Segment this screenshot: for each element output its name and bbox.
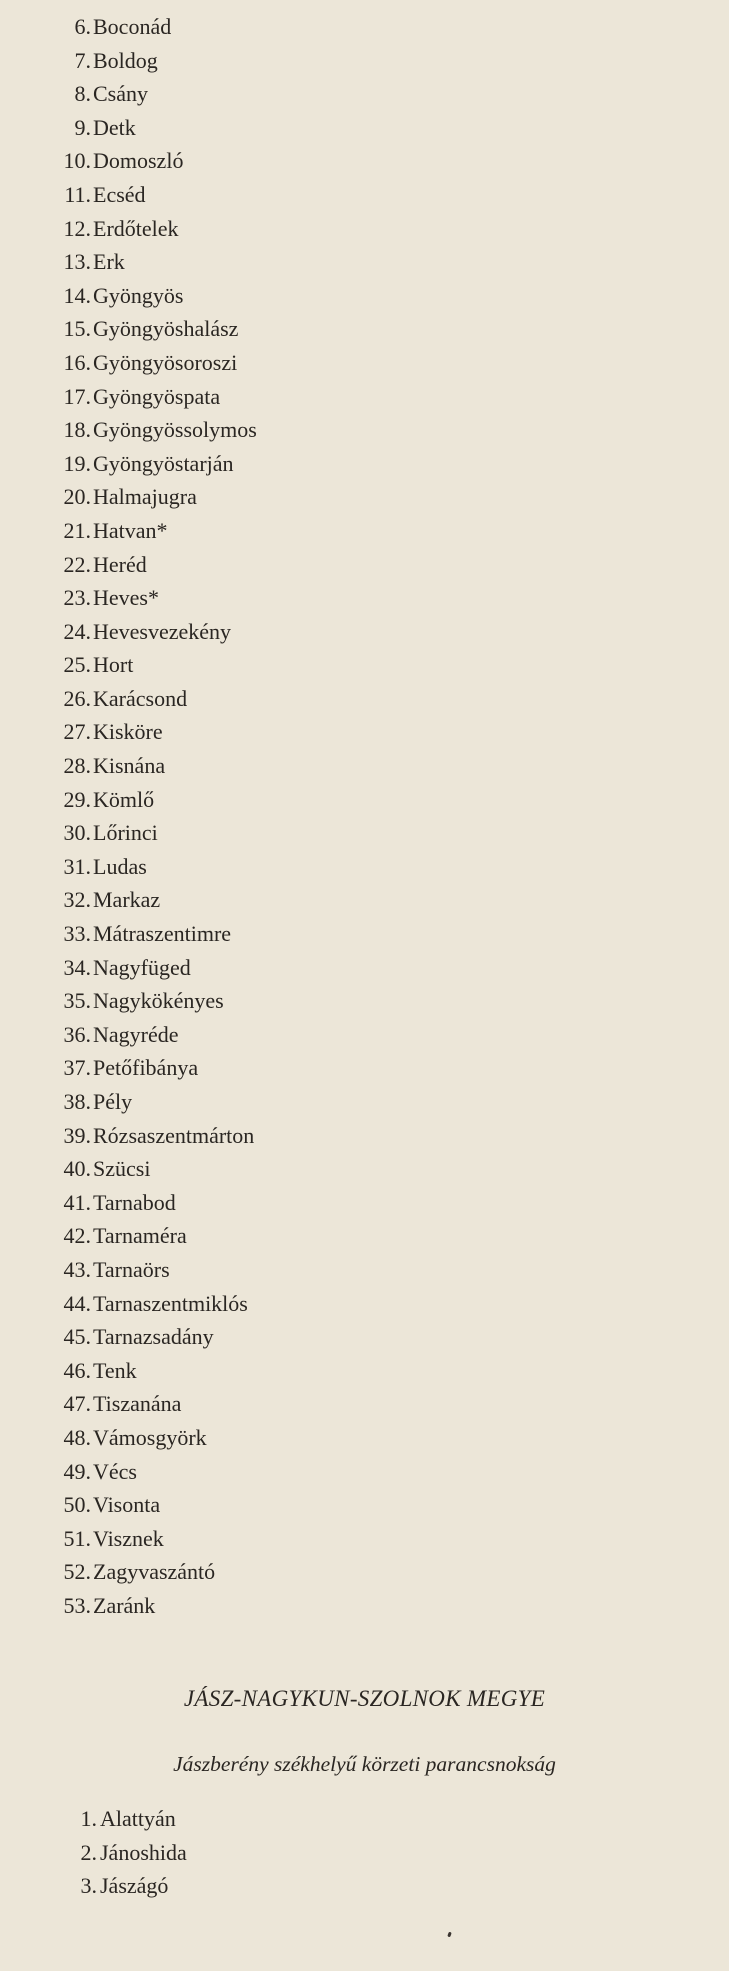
list-item <box>0 279 729 313</box>
entry-number: 37. <box>63 1055 91 1081</box>
entry-name: Gyöngyösoroszi <box>93 349 238 375</box>
list-item <box>0 1836 729 1870</box>
county-settlement-list <box>0 1802 729 1903</box>
entry-number: 30. <box>63 820 91 846</box>
entry-number: 33. <box>63 921 91 947</box>
entry-number: 3. <box>80 1873 97 1898</box>
list-item <box>0 413 729 447</box>
list-item <box>0 648 729 682</box>
list-item <box>0 1186 729 1220</box>
entry-number: 35. <box>63 988 91 1014</box>
entry-name: Kisköre <box>93 719 163 745</box>
list-item <box>0 1320 729 1354</box>
list-item <box>0 1152 729 1186</box>
entry-number: 32. <box>63 887 91 913</box>
list-item <box>0 1589 729 1623</box>
command-subtitle: Jászberény székhelyű körzeti parancsnokság <box>173 1752 556 1776</box>
county-heading: JÁSZ-NAGYKUN-SZOLNOK MEGYE <box>183 1686 546 1711</box>
entry-number: 12. <box>63 215 91 241</box>
entry-name: Markaz <box>93 887 161 913</box>
entry-name: Heréd <box>93 551 147 577</box>
list-item <box>0 10 729 44</box>
list-item <box>0 1119 729 1153</box>
entry-number: 50. <box>63 1492 91 1518</box>
list-item <box>0 581 729 615</box>
settlement-list <box>0 10 729 1623</box>
entry-name: Karácsond <box>93 685 188 711</box>
list-item <box>0 312 729 346</box>
entry-number: 51. <box>63 1525 91 1551</box>
list-item <box>0 682 729 716</box>
list-item <box>0 1354 729 1388</box>
list-item <box>0 1287 729 1321</box>
list-item <box>0 144 729 178</box>
entry-name: Ludas <box>93 853 147 879</box>
list-item <box>0 1802 729 1836</box>
list-item <box>0 44 729 78</box>
entry-number: 41. <box>63 1189 91 1215</box>
entry-number: 20. <box>63 484 91 510</box>
list-item <box>0 178 729 212</box>
entry-name: Jánoshida <box>100 1839 187 1865</box>
entry-number: 17. <box>63 383 91 409</box>
entry-name: Lőrinci <box>93 820 158 846</box>
entry-name: Vámosgyörk <box>93 1424 207 1450</box>
entry-number: 47. <box>63 1391 91 1417</box>
entry-number: 11. <box>64 181 91 207</box>
list-item <box>0 1085 729 1119</box>
entry-name: Ecséd <box>93 181 146 207</box>
list-item <box>0 1219 729 1253</box>
entry-name: Halmajugra <box>93 484 197 510</box>
entry-number: 38. <box>63 1089 91 1114</box>
entry-name: Petőfibánya <box>93 1055 199 1081</box>
entry-number: 28. <box>63 753 91 779</box>
entry-name: Visonta <box>93 1492 161 1518</box>
entry-name: Gyöngyöstarján <box>93 450 234 476</box>
entry-name: Tarnaörs <box>93 1256 170 1282</box>
entry-number: 26. <box>63 685 91 711</box>
list-item <box>0 1018 729 1052</box>
entry-number: 48. <box>63 1424 91 1450</box>
list-item <box>0 1253 729 1287</box>
entry-name: Tarnaszentmiklós <box>93 1290 248 1316</box>
entry-number: 29. <box>63 786 91 812</box>
entry-number: 34. <box>63 954 91 980</box>
entry-name: Domoszló <box>93 148 184 174</box>
entry-name: Zagyvaszántó <box>93 1559 216 1585</box>
list-item <box>0 850 729 884</box>
list-item <box>0 447 729 481</box>
entry-number: 13. <box>63 249 91 275</box>
entry-name: Szücsi <box>93 1156 151 1182</box>
entry-number: 18. <box>63 417 91 443</box>
entry-name: Alattyán <box>100 1806 176 1831</box>
list-item <box>0 346 729 380</box>
entry-number: 23. <box>63 585 91 611</box>
entry-name: Gyöngyöspata <box>93 383 221 409</box>
entry-name: Erk <box>93 249 125 275</box>
entry-number: 9. <box>74 114 91 140</box>
list-item <box>0 77 729 111</box>
list-item <box>0 917 729 951</box>
entry-number: 6. <box>74 14 91 39</box>
entry-name: Kömlő <box>93 786 155 812</box>
entry-name: Tarnaméra <box>93 1223 187 1249</box>
entry-number: 25. <box>63 652 91 678</box>
entry-name: Nagykökényes <box>93 988 224 1014</box>
list-item <box>0 548 729 582</box>
list-item <box>0 615 729 649</box>
entry-number: 16. <box>63 349 91 375</box>
list-item <box>0 1387 729 1421</box>
scan-speck <box>447 1932 452 1938</box>
entry-number: 15. <box>63 316 91 342</box>
entry-name: Tiszanána <box>93 1391 182 1417</box>
entry-number: 8. <box>74 81 91 107</box>
list-item <box>0 984 729 1018</box>
entry-number: 14. <box>63 282 91 308</box>
list-item <box>0 1455 729 1489</box>
list-item <box>0 816 729 850</box>
entry-number: 36. <box>63 1021 91 1047</box>
list-item <box>0 951 729 985</box>
entry-name: Hevesvezekény <box>93 618 232 644</box>
entry-name: Heves* <box>93 585 159 611</box>
list-item <box>0 212 729 246</box>
entry-number: 31. <box>63 853 91 879</box>
list-item <box>0 480 729 514</box>
list-item <box>0 380 729 414</box>
entry-number: 49. <box>63 1458 91 1484</box>
entry-number: 44. <box>63 1290 91 1316</box>
entry-name: Hatvan* <box>93 517 168 543</box>
list-item <box>0 1522 729 1556</box>
entry-number: 21. <box>63 517 91 543</box>
list-item <box>0 749 729 783</box>
list-item <box>0 514 729 548</box>
entry-number: 40. <box>63 1156 91 1182</box>
list-item <box>0 883 729 917</box>
entry-number: 52. <box>63 1559 91 1585</box>
entry-name: Vécs <box>93 1458 137 1484</box>
entry-number: 2. <box>80 1839 97 1865</box>
entry-name: Zaránk <box>93 1592 156 1618</box>
list-item <box>0 715 729 749</box>
list-item <box>0 245 729 279</box>
entry-number: 42. <box>63 1223 91 1249</box>
entry-number: 7. <box>74 47 91 73</box>
entry-name: Gyöngyössolymos <box>93 417 257 443</box>
entry-name: Tarnazsadány <box>93 1324 214 1350</box>
entry-name: Tarnabod <box>93 1189 176 1215</box>
entry-name: Hort <box>93 652 134 678</box>
entry-number: 24. <box>63 618 91 644</box>
entry-name: Mátraszentimre <box>93 921 232 947</box>
list-item <box>0 1488 729 1522</box>
entry-name: Tenk <box>93 1357 137 1383</box>
entry-name: Nagyfüged <box>93 954 191 980</box>
entry-name: Gyöngyös <box>93 282 184 308</box>
entry-number: 22. <box>63 551 91 577</box>
entry-number: 53. <box>63 1592 91 1618</box>
list-item <box>0 1869 729 1903</box>
list-item <box>0 111 729 145</box>
list-item <box>0 1421 729 1455</box>
entry-name: Boconád <box>93 14 172 39</box>
entry-name: Erdőtelek <box>93 215 179 241</box>
entry-name: Gyöngyöshalász <box>93 316 239 342</box>
entry-number: 19. <box>63 450 91 476</box>
list-item <box>0 783 729 817</box>
entry-number: 27. <box>63 719 91 745</box>
entry-name: Pély <box>93 1089 133 1114</box>
entry-number: 10. <box>63 148 91 174</box>
entry-name: Detk <box>93 114 136 140</box>
entry-name: Jászágó <box>100 1873 169 1898</box>
entry-name: Boldog <box>93 47 158 73</box>
entry-name: Nagyréde <box>93 1021 179 1047</box>
entry-number: 39. <box>63 1122 91 1148</box>
entry-name: Rózsaszentmárton <box>93 1122 255 1148</box>
entry-number: 45. <box>63 1324 91 1350</box>
entry-number: 43. <box>63 1256 91 1282</box>
entry-name: Kisnána <box>93 753 166 779</box>
entry-name: Visznek <box>93 1525 164 1551</box>
list-item <box>0 1051 729 1085</box>
entry-name: Csány <box>93 81 148 107</box>
list-item <box>0 1555 729 1589</box>
entry-number: 1. <box>80 1806 97 1831</box>
entry-number: 46. <box>63 1357 91 1383</box>
